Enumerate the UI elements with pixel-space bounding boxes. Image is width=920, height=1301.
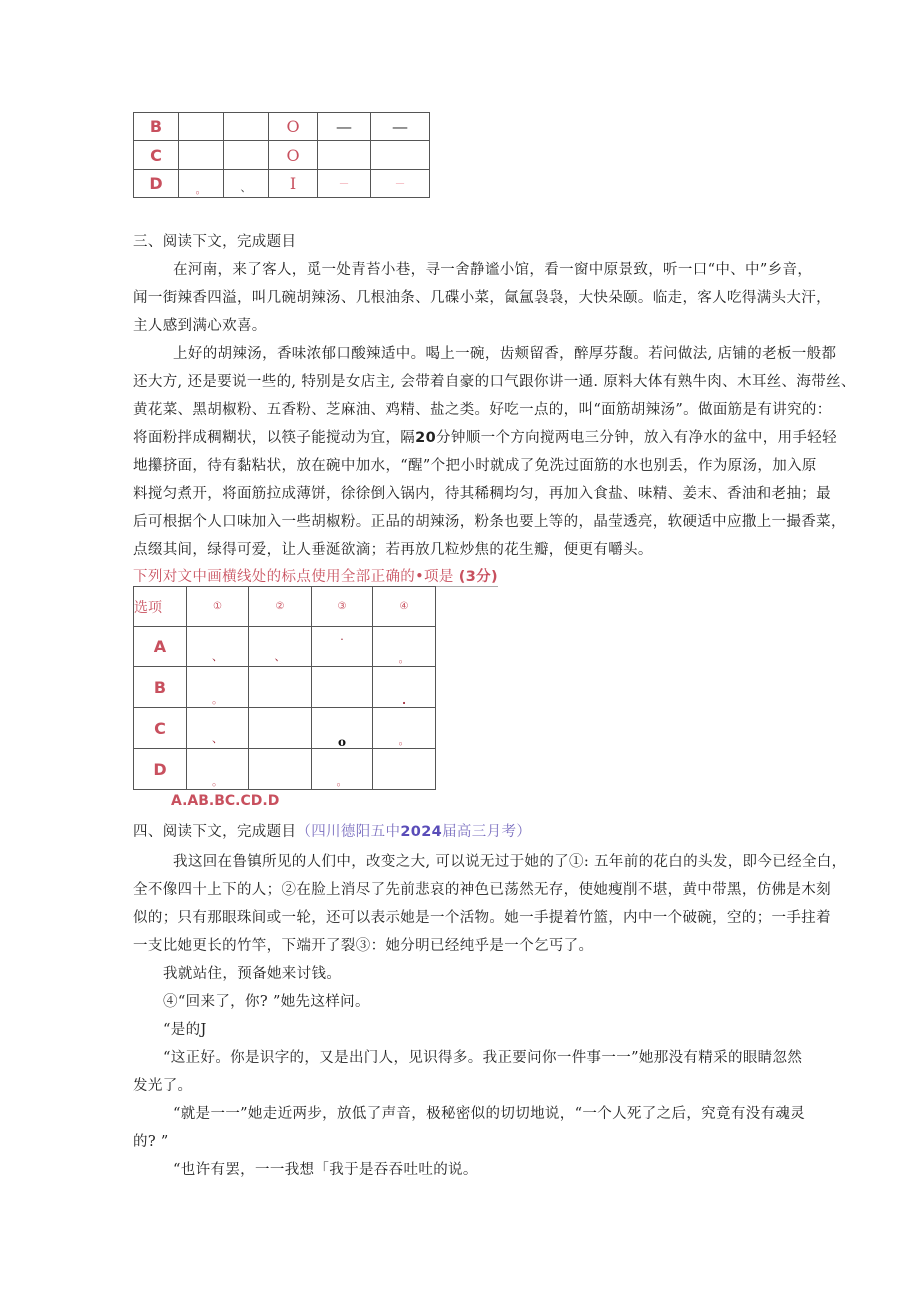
table-cell: [373, 708, 436, 749]
paragraph-line: “也许有罢，一一我想「我于是吞吞吐吐的说。: [173, 1162, 478, 1178]
table-cell: O: [269, 141, 318, 170]
paragraph-line: “是的J: [163, 1022, 207, 1038]
paragraph-line: 我这回在鲁镇所见的人们中，改变之大, 可以说无过于她的了①: 五年前的花白的头发，即今已经全白，: [173, 854, 847, 870]
option-label: D: [134, 170, 179, 198]
paragraph-line: 还大方, 还是要说一些的, 特别是女店主, 会带着自豪的口气跟你讲一通. 原料大体有熟牛肉、木耳丝、海带丝、: [133, 374, 856, 390]
paragraph-line: ④“回来了，你? ”她先这样问。: [163, 994, 370, 1010]
punct-mark: 、: [212, 732, 223, 745]
table-cell: [373, 749, 436, 790]
table-cell: [249, 708, 312, 749]
table-cell: [373, 667, 436, 708]
text-run: 将面粉拌成稠糊状，以筷子能搅动为宜，隔: [133, 430, 416, 446]
option-label: B: [134, 667, 187, 708]
table-cell: [312, 708, 373, 749]
punct-mark: 。: [212, 775, 223, 788]
section-heading-4: [133, 820, 531, 841]
section-heading: 三、阅读下文，完成题目: [133, 234, 297, 250]
paragraph-line: 全不像四十上下的人；②在脸上消尽了先前悲哀的神色已荡然无存，使她瘦削不堪，黄中带黑，仿佛是木刻: [133, 882, 831, 898]
table-row: [134, 667, 436, 708]
paragraph-line: “就是一一”她走近两步，放低了声音，极秘密似的切切地说，“一个人死了之后，究竟有没有魂灵: [173, 1106, 806, 1122]
paragraph-line: 上好的胡辣汤，香味浓郁口酸辣适中。喝上一碗，齿颊留香，醉厚芬馥。若问做法, 店铺的老板一般都: [173, 346, 837, 362]
table-cell: [371, 141, 430, 170]
paragraph-line: 点缀其间，绿得可爱，让人垂涎欲滴；若再放几粒炒焦的花生瓣，便更有嚼头。: [133, 542, 653, 558]
paragraph-line: 似的；只有那眼珠间或一轮，还可以表示她是一个活物。她一手提着竹篮，内中一个破碗，空的；一手拄着: [133, 910, 831, 926]
table-cell: [373, 627, 436, 667]
paragraph-line: 发光了。: [133, 1078, 193, 1094]
option-label: C: [134, 708, 187, 749]
table-cell: [179, 141, 224, 170]
table-cell: [249, 667, 312, 708]
punct-mark: 。: [212, 693, 223, 706]
source-year: 2024: [400, 824, 443, 840]
paragraph-line: 的? ”: [133, 1134, 169, 1150]
paragraph-line: 一支比她更长的竹竿，下端开了裂③：她分明已经纯乎是一个乞丐了。: [133, 938, 594, 954]
answer-choices: A.AB.BC.CD.D: [171, 793, 280, 809]
paragraph-line: 我就站住，预备她来讨钱。: [163, 966, 342, 982]
option-label: C: [134, 141, 179, 170]
header-cell: ③: [312, 587, 373, 627]
punct-mark: 、: [240, 181, 252, 194]
table-cell: [312, 667, 373, 708]
table-cell: [312, 749, 373, 790]
table-cell: [224, 170, 269, 198]
paragraph-line: 闻一街辣香四溢，叫几碗胡辣汤、几根油条、几碟小菜，氤氲袅袅，大快朵颐。临走，客人吃得满头大汗，: [133, 290, 831, 306]
paragraph-line: [133, 426, 837, 447]
punctuation-options-table: [133, 586, 436, 790]
paragraph-line: “这正好。你是识字的，又是出门人，见识得多。我正要问你一件事一一”她那没有精采的眼睛忽然: [163, 1050, 803, 1066]
table-row: [134, 113, 430, 141]
table-cell: [179, 113, 224, 141]
table-row: [134, 708, 436, 749]
paragraph-line: 后可根据个人口味加入一些胡椒粉。正品的胡辣汤，粉条也要上等的，晶莹透亮，软硬适中应撒上一撮香菜，: [133, 514, 846, 530]
table-cell: O: [269, 113, 318, 141]
table-cell: [249, 749, 312, 790]
option-label: A: [134, 627, 187, 667]
table-cell: —: [318, 170, 371, 198]
header-cell: ①: [187, 587, 249, 627]
table-row: [134, 627, 436, 667]
source-open: （四川德阳五中: [296, 824, 401, 840]
top-options-table: [133, 112, 430, 198]
punct-mark: .: [402, 694, 406, 707]
header-cell: 选项: [134, 587, 187, 627]
text-run: 分钟顺一个方向搅两电三分钟，放入有净水的盆中，用手轻轻: [436, 430, 837, 446]
paragraph-line: 地攥挤面，待有黏粘状，放在碗中加水，“醒”个把小时就成了免洗过面筋的水也别丢，作为原汤，加入原: [133, 458, 817, 474]
option-label: B: [134, 113, 179, 141]
table-cell: —: [371, 170, 430, 198]
paragraph-line: 在河南，来了客人，觅一处青苔小巷，寻一舍静谧小馆，看一窗中原景致，听一口“中、中”乡音，: [173, 262, 813, 278]
table-cell: [224, 141, 269, 170]
table-cell: —: [371, 113, 430, 141]
table-cell: [187, 708, 249, 749]
question-text: 下列对文中画横线处的标点使用全部正确的•项是: [133, 569, 454, 585]
table-cell: [249, 627, 312, 667]
punct-mark: 、: [274, 650, 286, 663]
table-cell: [224, 113, 269, 141]
table-row: [134, 749, 436, 790]
table-cell: [312, 627, 373, 667]
header-cell: ④: [373, 587, 436, 627]
table-row: [134, 141, 430, 170]
table-cell: [187, 667, 249, 708]
question-prompt: [133, 565, 498, 587]
paragraph-line: 料搅匀煮开，将面筋拉成薄饼，徐徐倒入锅内，待其稀稠均匀，再加入食盐、味精、姜末、香油和老抽；最: [133, 486, 831, 502]
punct-mark: 。: [398, 734, 410, 747]
table-cell: [179, 170, 224, 198]
question-score: (3分): [458, 569, 498, 585]
punct-mark: 。: [336, 775, 348, 788]
punct-mark: ·: [340, 633, 344, 646]
paragraph-line: 主人感到满心欢喜。: [133, 318, 267, 334]
table-cell: [187, 749, 249, 790]
table-cell: [318, 141, 371, 170]
section-heading-text: 四、阅读下文，完成题目: [133, 824, 297, 840]
punct-mark: 。: [398, 652, 410, 665]
source-close: 届高三月考）: [442, 824, 532, 840]
table-cell: [187, 627, 249, 667]
option-label: D: [134, 749, 187, 790]
table-cell: —: [318, 113, 371, 141]
header-cell: ②: [249, 587, 312, 627]
table-cell: I: [269, 170, 318, 198]
table-header-row: [134, 587, 436, 627]
paragraph-line: 黄花菜、黑胡椒粉、五香粉、芝麻油、鸡精、盐之类。好吃一点的，叫“面筋胡辣汤”。做面筋是有讲究的：: [133, 402, 832, 418]
punct-mark: 。: [195, 183, 207, 196]
table-row: [134, 170, 430, 198]
punct-mark: o: [337, 735, 346, 749]
punct-mark: 、: [212, 650, 223, 663]
bold-number: 20: [415, 430, 437, 446]
